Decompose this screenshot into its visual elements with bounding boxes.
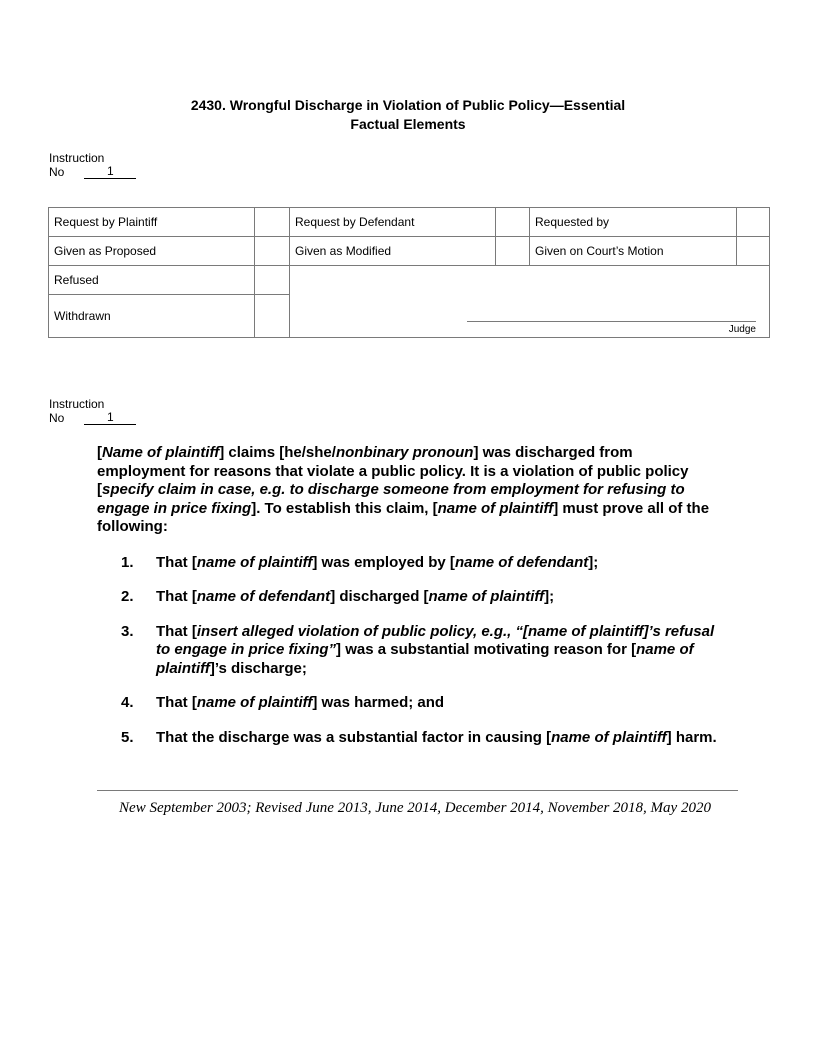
- list-item-text: That [name of plaintiff] was employed by [name of defendant];: [156, 553, 599, 571]
- judge-signature-area: [290, 266, 770, 338]
- given-as-modified-label: Given as Modified: [290, 237, 496, 266]
- placeholder-name-of-plaintiff-2: name of plaintiff: [437, 499, 554, 517]
- request-status-table: [48, 207, 770, 338]
- withdrawn-label: Withdrawn: [49, 295, 255, 338]
- intro-paragraph: [Name of plaintiff] claims [he/she/nonbinary pronoun] was discharged from employment for reasons that violate a public policy. It is a violation of public policy [specify claim in case, e.g. to discharge someone from employment for refusing to engage in price fixing]. To establish this claim, [name of plaintiff] must prove all of the following:: [97, 444, 710, 535]
- essential-elements-list: [97, 554, 717, 748]
- list-item: [121, 588, 717, 607]
- given-as-proposed-label: Given as Proposed: [49, 237, 255, 266]
- request-by-defendant-checkbox[interactable]: [496, 208, 530, 237]
- instruction-body: [97, 444, 717, 763]
- no-label-2: No: [49, 411, 65, 425]
- list-item-text: That [insert alleged violation of public policy, e.g., “[name of plaintiff]’s refusal to engage in price fixing”] was a substantial motivating reason for [name of plaintiff]’s discharge;: [156, 622, 715, 677]
- divider: [97, 790, 738, 791]
- list-item-text: That [name of plaintiff] was harmed; and: [156, 694, 445, 711]
- list-item-number: 3.: [121, 622, 134, 640]
- list-item-number: 1.: [121, 553, 134, 571]
- list-item-text: That [name of defendant] discharged [name of plaintiff];: [156, 588, 555, 605]
- instruction-label: Instruction: [49, 151, 105, 165]
- judge-signature-line[interactable]: [467, 321, 756, 322]
- given-as-modified-checkbox[interactable]: [496, 237, 530, 266]
- placeholder-name-of-plaintiff: Name of plaintiff: [102, 444, 220, 461]
- refused-checkbox[interactable]: [255, 266, 290, 295]
- placeholder-specify-claim: specify claim in case, e.g. to discharge someone from employment for refusing to engage in price fixing: [97, 481, 685, 517]
- request-by-plaintiff-label: Request by Plaintiff: [49, 208, 255, 237]
- instruction-label-2: Instruction: [49, 397, 105, 411]
- refused-label: Refused: [49, 266, 255, 295]
- given-on-courts-motion-checkbox[interactable]: [737, 237, 770, 266]
- intro-text-4: ] must prove all of the following:: [97, 499, 710, 535]
- list-item-number: 2.: [121, 588, 134, 605]
- intro-text-1: ] claims [he/she/: [219, 444, 336, 461]
- placeholder-nonbinary-pronoun: nonbinary pronoun: [335, 444, 474, 461]
- list-item: [121, 729, 717, 748]
- no-label: No: [49, 165, 65, 179]
- instruction-number-block: [49, 151, 136, 179]
- list-item-number: 5.: [121, 728, 134, 746]
- title-line-2: Factual Elements: [350, 116, 466, 132]
- revision-history: New September 2003; Revised June 2013, June 2014, December 2014, November 2018, May 2020: [119, 800, 711, 816]
- instruction-number-field-2[interactable]: 1: [84, 411, 136, 425]
- judge-label: Judge: [728, 324, 756, 335]
- title-line-1: 2430. Wrongful Discharge in Violation of Public Policy—Essential: [190, 97, 626, 113]
- request-by-plaintiff-checkbox[interactable]: [255, 208, 290, 237]
- document-title: [0, 96, 816, 134]
- given-on-courts-motion-label: Given on Court’s Motion: [530, 237, 737, 266]
- list-item-text: That the discharge was a substantial factor in causing [name of plaintiff] harm.: [156, 728, 717, 746]
- instruction-number-field[interactable]: 1: [84, 165, 136, 179]
- intro-text-2: ] was discharged from employment for reasons that violate a public policy. It is a violation of public policy [: [97, 444, 689, 498]
- request-by-defendant-label: Request by Defendant: [290, 208, 496, 237]
- list-item-number: 4.: [121, 694, 134, 711]
- requested-by-label: Requested by: [530, 208, 737, 237]
- list-item: [121, 694, 717, 713]
- list-item: [121, 554, 717, 573]
- withdrawn-checkbox[interactable]: [255, 295, 290, 338]
- intro-text-3: ]. To establish this claim, [: [251, 499, 438, 517]
- requested-by-checkbox[interactable]: [737, 208, 770, 237]
- given-as-proposed-checkbox[interactable]: [255, 237, 290, 266]
- instruction-number-block-2: [49, 397, 136, 425]
- list-item: [121, 623, 717, 679]
